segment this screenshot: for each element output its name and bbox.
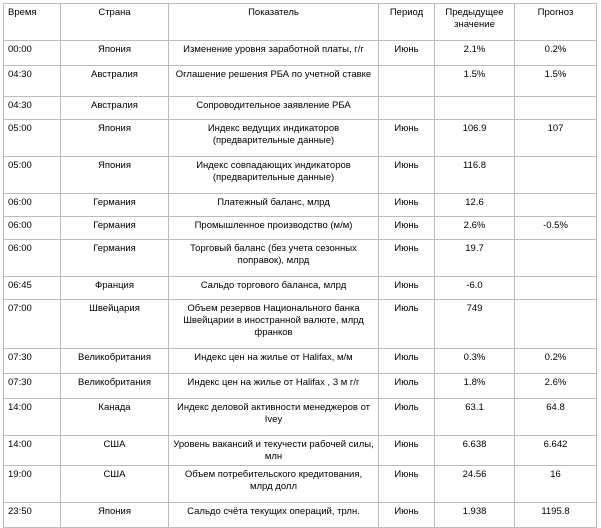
header-country: Страна [61, 4, 169, 41]
cell-time: 19:00 [4, 466, 61, 503]
economic-calendar-table [3, 3, 597, 528]
table-row [4, 194, 597, 217]
cell-period: Июнь [379, 436, 435, 466]
cell-period: Июль [379, 349, 435, 374]
cell-time: 06:00 [4, 194, 61, 217]
cell-previous: 24.56 [435, 466, 515, 503]
table-row [4, 97, 597, 120]
cell-period: Июль [379, 399, 435, 436]
table-row [4, 157, 597, 194]
cell-previous: 19.7 [435, 240, 515, 277]
cell-indicator: Объем резервов Национального банка Швейцарии в иностранной валюте, млрд франков [169, 300, 379, 349]
cell-period: Июнь [379, 120, 435, 157]
cell-country: Япония [61, 157, 169, 194]
cell-country: Германия [61, 194, 169, 217]
cell-time: 07:30 [4, 349, 61, 374]
cell-period [379, 66, 435, 97]
cell-previous: 1.938 [435, 503, 515, 528]
cell-previous: -6.0 [435, 277, 515, 300]
table-row [4, 240, 597, 277]
cell-country: США [61, 436, 169, 466]
table-row [4, 41, 597, 66]
table-row [4, 374, 597, 399]
cell-indicator: Торговый баланс (без учета сезонных поправок), млрд [169, 240, 379, 277]
cell-forecast [515, 194, 597, 217]
cell-period: Июнь [379, 277, 435, 300]
cell-previous [435, 97, 515, 120]
table-body [4, 41, 597, 528]
cell-forecast: 0.2% [515, 349, 597, 374]
header-previous: Предыдущее значение [435, 4, 515, 41]
cell-time: 06:45 [4, 277, 61, 300]
table-row [4, 217, 597, 240]
table-row [4, 277, 597, 300]
cell-indicator: Промышленное производство (м/м) [169, 217, 379, 240]
cell-period: Июнь [379, 503, 435, 528]
cell-country: Германия [61, 217, 169, 240]
cell-country: Япония [61, 41, 169, 66]
cell-country: Япония [61, 120, 169, 157]
cell-indicator: Индекс цен на жилье от Halifax , 3 м г/г [169, 374, 379, 399]
cell-forecast: 6.642 [515, 436, 597, 466]
cell-previous: 116.8 [435, 157, 515, 194]
cell-country: Франция [61, 277, 169, 300]
cell-time: 07:30 [4, 374, 61, 399]
table-header-row [4, 4, 597, 41]
cell-previous: 12.6 [435, 194, 515, 217]
cell-previous: 1.8% [435, 374, 515, 399]
cell-country: Великобритания [61, 374, 169, 399]
cell-time: 05:00 [4, 120, 61, 157]
cell-forecast [515, 157, 597, 194]
cell-indicator: Индекс совпадающих индикаторов (предварительные данные) [169, 157, 379, 194]
cell-indicator: Платежный баланс, млрд [169, 194, 379, 217]
table-row [4, 300, 597, 349]
cell-indicator: Индекс деловой активности менеджеров от Ivey [169, 399, 379, 436]
cell-indicator: Объем потребительского кредитования, млрд долл [169, 466, 379, 503]
header-time: Время [4, 4, 61, 41]
cell-time: 06:00 [4, 240, 61, 277]
cell-previous: 6.638 [435, 436, 515, 466]
cell-time: 04:30 [4, 97, 61, 120]
cell-indicator: Сопроводительное заявление РБА [169, 97, 379, 120]
cell-previous: 106.9 [435, 120, 515, 157]
cell-forecast: 1.5% [515, 66, 597, 97]
cell-previous: 0.3% [435, 349, 515, 374]
cell-time: 00:00 [4, 41, 61, 66]
header-forecast: Прогноз [515, 4, 597, 41]
cell-country: Австралия [61, 66, 169, 97]
cell-indicator: Оглашение решения РБА по учетной ставке [169, 66, 379, 97]
cell-forecast: 1195.8 [515, 503, 597, 528]
cell-period: Июнь [379, 217, 435, 240]
table-row [4, 466, 597, 503]
cell-country: США [61, 466, 169, 503]
cell-country: Швейцария [61, 300, 169, 349]
cell-time: 14:00 [4, 436, 61, 466]
table-row [4, 349, 597, 374]
cell-country: Великобритания [61, 349, 169, 374]
cell-indicator: Уровень вакансий и текучести рабочей силы, млн [169, 436, 379, 466]
cell-indicator: Изменение уровня заработной платы, г/г [169, 41, 379, 66]
cell-time: 23:50 [4, 503, 61, 528]
cell-forecast [515, 300, 597, 349]
cell-indicator: Индекс ведущих индикаторов (предварительные данные) [169, 120, 379, 157]
cell-period: Июнь [379, 157, 435, 194]
cell-period [379, 97, 435, 120]
cell-indicator: Сальдо счёта текущих операций, трлн. [169, 503, 379, 528]
cell-forecast: 64.8 [515, 399, 597, 436]
cell-forecast: -0.5% [515, 217, 597, 240]
cell-period: Июль [379, 374, 435, 399]
header-period: Период [379, 4, 435, 41]
cell-period: Июль [379, 300, 435, 349]
cell-period: Июнь [379, 466, 435, 503]
cell-indicator: Индекс цен на жилье от Halifax, м/м [169, 349, 379, 374]
cell-country: Австралия [61, 97, 169, 120]
cell-forecast: 16 [515, 466, 597, 503]
cell-period: Июнь [379, 41, 435, 66]
cell-forecast [515, 240, 597, 277]
cell-previous: 1.5% [435, 66, 515, 97]
table-row [4, 436, 597, 466]
cell-previous: 63.1 [435, 399, 515, 436]
cell-previous: 749 [435, 300, 515, 349]
cell-time: 07:00 [4, 300, 61, 349]
cell-forecast [515, 277, 597, 300]
cell-time: 04:30 [4, 66, 61, 97]
cell-country: Германия [61, 240, 169, 277]
cell-previous: 2.6% [435, 217, 515, 240]
table-row [4, 503, 597, 528]
cell-forecast: 2.6% [515, 374, 597, 399]
table-row [4, 120, 597, 157]
cell-forecast: 107 [515, 120, 597, 157]
cell-forecast [515, 97, 597, 120]
cell-indicator: Сальдо торгового баланса, млрд [169, 277, 379, 300]
cell-previous: 2.1% [435, 41, 515, 66]
cell-country: Япония [61, 503, 169, 528]
table-row [4, 66, 597, 97]
cell-period: Июнь [379, 194, 435, 217]
header-indicator: Показатель [169, 4, 379, 41]
cell-period: Июнь [379, 240, 435, 277]
cell-time: 14:00 [4, 399, 61, 436]
cell-time: 05:00 [4, 157, 61, 194]
cell-country: Канада [61, 399, 169, 436]
cell-forecast: 0.2% [515, 41, 597, 66]
table-row [4, 399, 597, 436]
cell-time: 06:00 [4, 217, 61, 240]
